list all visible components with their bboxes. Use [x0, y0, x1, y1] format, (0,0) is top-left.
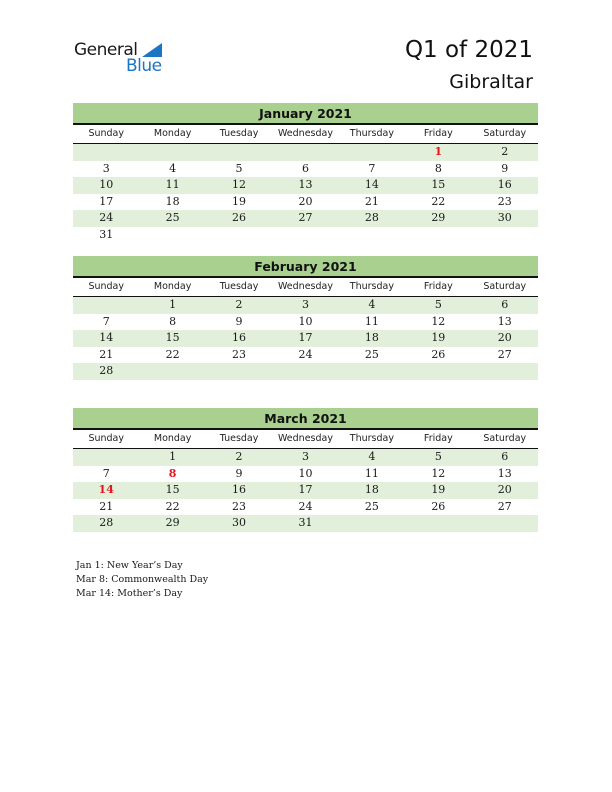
date-cell: 2 [501, 145, 509, 158]
date-cell: 5 [235, 161, 243, 175]
month-title: January 2021 [73, 103, 538, 125]
date-cell: 14 [99, 331, 114, 344]
holiday-notes [76, 559, 208, 601]
weekday-header-row [73, 278, 538, 297]
date-cell: 22 [165, 499, 180, 513]
date-cell [206, 363, 272, 380]
date-cell: 11 [364, 314, 379, 328]
date-cell: 12 [232, 178, 247, 191]
date-cell: 13 [497, 466, 512, 480]
date-cell: 10 [99, 178, 114, 191]
date-cell [139, 227, 205, 244]
week-row [73, 210, 538, 227]
date-cell: 27 [298, 211, 313, 224]
weekday-label: Wednesday [277, 433, 333, 444]
weekday-label: Sunday [88, 281, 124, 292]
date-cell: 24 [298, 499, 313, 513]
date-cell: 17 [99, 194, 114, 208]
date-cell: 29 [165, 516, 180, 529]
date-cell: 31 [99, 227, 114, 241]
date-cell: 27 [497, 499, 512, 513]
week-row [73, 194, 538, 211]
weekday-label: Tuesday [219, 433, 259, 444]
week-row [73, 144, 538, 161]
date-cell: 2 [235, 298, 243, 311]
weekday-label: Monday [153, 433, 192, 444]
date-cell: 18 [364, 331, 379, 344]
month-january [73, 103, 538, 243]
date-cell: 11 [364, 466, 379, 480]
date-cell: 15 [431, 178, 446, 191]
date-cell: 19 [232, 194, 247, 208]
date-cell [206, 227, 272, 244]
weekday-label: Wednesday [277, 128, 333, 139]
date-cell: 31 [298, 516, 313, 529]
date-cell [73, 144, 139, 161]
date-cell: 1 [169, 298, 177, 311]
date-cell: 6 [301, 161, 309, 175]
date-cell: 21 [99, 499, 114, 513]
date-cell: 3 [301, 450, 309, 463]
weekday-label: Saturday [483, 433, 527, 444]
date-cell: 6 [501, 298, 509, 311]
country-subtitle: Gibraltar [449, 71, 533, 93]
weekday-label: Sunday [88, 433, 124, 444]
date-cell: 26 [232, 211, 247, 224]
date-cell: 17 [298, 483, 313, 496]
weekday-label: Wednesday [277, 281, 333, 292]
date-cell: 5 [434, 298, 442, 311]
weekday-label: Monday [153, 281, 192, 292]
date-cell: 19 [431, 331, 446, 344]
date-cell: 30 [232, 516, 247, 529]
date-cell [405, 515, 471, 532]
date-cell: 26 [431, 347, 446, 361]
date-cell [272, 363, 338, 380]
date-cell: 6 [501, 450, 509, 463]
week-row [73, 482, 538, 499]
date-cell: 30 [497, 211, 512, 224]
date-cell: 14 [364, 178, 379, 191]
week-row [73, 227, 538, 244]
date-cell: 26 [431, 499, 446, 513]
date-cell: 13 [298, 178, 313, 191]
date-cell: 4 [169, 161, 177, 175]
week-row [73, 363, 538, 380]
date-cell: 29 [431, 211, 446, 224]
month-title: February 2021 [73, 256, 538, 278]
week-row [73, 466, 538, 483]
weekday-label: Thursday [349, 433, 394, 444]
weekday-label: Saturday [483, 281, 527, 292]
date-cell: 9 [501, 161, 509, 175]
date-cell: 9 [235, 314, 243, 328]
month-february [73, 256, 538, 380]
date-cell: 18 [165, 194, 180, 208]
holiday-note: Jan 1: New Year’s Day [76, 560, 183, 571]
page-title: Q1 of 2021 [404, 37, 533, 63]
date-cell [339, 363, 405, 380]
date-cell: 3 [102, 161, 110, 175]
holiday-date-cell: 14 [98, 483, 114, 496]
week-row [73, 449, 538, 466]
date-cell: 17 [298, 331, 313, 344]
date-cell: 28 [99, 364, 114, 377]
weekday-label: Friday [423, 281, 453, 292]
date-cell: 27 [497, 347, 512, 361]
date-cell: 20 [497, 483, 512, 496]
date-cell: 11 [165, 178, 180, 191]
week-row [73, 330, 538, 347]
date-cell: 21 [364, 194, 379, 208]
date-cell [339, 515, 405, 532]
date-cell: 16 [497, 178, 512, 191]
date-cell [472, 515, 538, 532]
date-cell: 12 [431, 466, 446, 480]
date-cell: 13 [497, 314, 512, 328]
date-cell: 19 [431, 483, 446, 496]
date-cell: 23 [232, 499, 247, 513]
week-row [73, 347, 538, 364]
date-cell [272, 227, 338, 244]
weekday-label: Thursday [349, 128, 394, 139]
date-cell: 7 [102, 314, 110, 328]
week-row [73, 177, 538, 194]
date-cell: 21 [99, 347, 114, 361]
holiday-note: Mar 14: Mother’s Day [76, 588, 183, 599]
date-cell [339, 144, 405, 161]
logo-triangle-icon [142, 43, 162, 57]
date-cell: 18 [364, 483, 379, 496]
logo-word-blue: Blue [126, 56, 162, 76]
date-cell: 25 [364, 347, 379, 361]
month-march [73, 408, 538, 532]
date-cell: 25 [364, 499, 379, 513]
weekday-label: Sunday [88, 128, 124, 139]
date-cell [272, 144, 338, 161]
date-cell [73, 449, 139, 466]
week-row [73, 314, 538, 331]
weekday-label: Friday [423, 128, 453, 139]
holiday-date-cell: 8 [168, 466, 177, 480]
date-cell: 28 [364, 211, 379, 224]
logo-word-general: General [74, 40, 138, 60]
date-cell [405, 227, 471, 244]
date-cell: 1 [169, 450, 177, 463]
week-row [73, 499, 538, 516]
weekday-label: Tuesday [219, 281, 259, 292]
date-cell: 15 [165, 483, 180, 496]
weekday-header-row [73, 125, 538, 144]
date-cell: 4 [368, 450, 376, 463]
date-cell [472, 227, 538, 244]
date-cell: 10 [298, 314, 313, 328]
date-cell: 8 [169, 314, 177, 328]
date-cell: 23 [497, 194, 512, 208]
date-cell: 16 [232, 483, 247, 496]
date-cell: 10 [298, 466, 313, 480]
date-cell: 15 [165, 331, 180, 344]
date-cell: 28 [99, 516, 114, 529]
weekday-header-row [73, 430, 538, 449]
date-cell: 9 [235, 466, 243, 480]
date-cell: 24 [99, 211, 114, 224]
date-cell: 25 [165, 211, 180, 224]
date-cell [139, 144, 205, 161]
week-row [73, 515, 538, 532]
date-cell: 5 [434, 450, 442, 463]
date-cell [73, 297, 139, 314]
date-cell: 22 [431, 194, 446, 208]
date-cell: 8 [434, 161, 442, 175]
holiday-note: Mar 8: Commonwealth Day [76, 574, 209, 585]
weekday-label: Saturday [483, 128, 527, 139]
date-cell: 20 [497, 331, 512, 344]
date-cell: 7 [368, 161, 376, 175]
date-cell: 3 [301, 298, 309, 311]
date-cell: 24 [298, 347, 313, 361]
date-cell: 16 [232, 331, 247, 344]
date-cell: 4 [368, 298, 376, 311]
date-cell: 7 [102, 466, 110, 480]
date-cell [339, 227, 405, 244]
holiday-date-cell: 1 [434, 145, 443, 158]
date-cell: 23 [232, 347, 247, 361]
weekday-label: Tuesday [219, 128, 259, 139]
date-cell: 22 [165, 347, 180, 361]
date-cell [405, 363, 471, 380]
date-cell [206, 144, 272, 161]
date-cell: 20 [298, 194, 313, 208]
week-row [73, 297, 538, 314]
week-row [73, 161, 538, 178]
date-cell [139, 363, 205, 380]
general-blue-logo [74, 40, 174, 80]
weekday-label: Thursday [349, 281, 394, 292]
weekday-label: Monday [153, 128, 192, 139]
weekday-label: Friday [423, 433, 453, 444]
date-cell: 2 [235, 450, 243, 463]
date-cell [472, 363, 538, 380]
month-title: March 2021 [73, 408, 538, 430]
date-cell: 12 [431, 314, 446, 328]
